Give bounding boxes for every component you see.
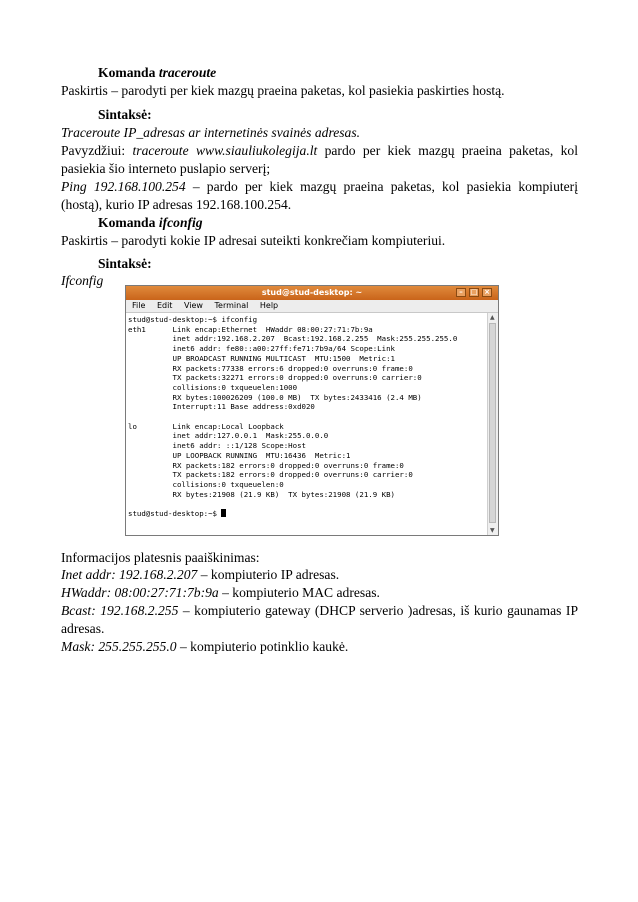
menu-terminal[interactable]: Terminal (214, 301, 249, 310)
terminal-prompt: stud@stud-desktop:~$ (128, 509, 222, 519)
terminal-prompt-line (128, 509, 488, 519)
terminal-line: Interrupt:11 Base address:0xd020 (128, 402, 315, 412)
terminal-line (128, 412, 488, 422)
terminal-scrollbar[interactable] (487, 313, 498, 535)
maximize-icon[interactable]: □ (470, 288, 478, 296)
inet-text: – kompiuterio IP adresas. (197, 567, 340, 582)
terminal-title: stud@stud-desktop: ~ (261, 288, 363, 297)
heading-prefix: Komanda (98, 215, 159, 230)
terminal-line: TX packets:182 errors:0 dropped:0 overruns:0 carrier:0 (128, 470, 413, 480)
terminal-line: RX bytes:100026209 (100.0 MB) TX bytes:2433416 (2.4 MB) (128, 392, 422, 402)
scroll-down-icon[interactable]: ▼ (490, 527, 495, 534)
syntax-heading-2: Sintaksė: (98, 256, 152, 271)
info-inet (61, 566, 578, 584)
hwaddr-label: HWaddr: 08:00:27:71:7b:9a (61, 585, 219, 600)
menu-view[interactable]: View (183, 301, 203, 310)
hwaddr-text: – kompiuterio MAC adresas. (218, 585, 380, 600)
terminal-menubar (126, 300, 498, 313)
terminal-line: lo Link encap:Local Loopback (128, 421, 284, 431)
ping-command: Ping 192.168.100.254 (61, 179, 186, 194)
heading-command: traceroute (158, 65, 217, 80)
menu-help[interactable]: Help (259, 301, 279, 310)
example-command: traceroute www.siauliukolegija.lt (132, 143, 318, 158)
terminal-line: collisions:0 txqueuelen:1000 (128, 382, 298, 392)
cursor-icon (221, 509, 226, 517)
example-label: Pavyzdžiui: (61, 143, 133, 158)
close-icon[interactable]: × (482, 288, 492, 297)
terminal-output[interactable] (126, 313, 488, 535)
bcast-text: – kompiuterio gateway (DHCP serverio )adresas, iš kurio gaunamas IP adresas. (61, 603, 579, 636)
inet-label: Inet addr: 192.168.2.207 (61, 567, 198, 582)
syntax-text: Traceroute IP_adresas ar internetinės svainės adresas. (61, 125, 361, 140)
minimize-icon[interactable]: – (456, 288, 466, 297)
menu-file[interactable]: File (132, 301, 146, 310)
info-mask (61, 638, 578, 656)
terminal-titlebar[interactable] (126, 286, 498, 300)
traceroute-syntax (61, 124, 578, 142)
scrollbar-thumb[interactable] (489, 323, 496, 523)
terminal-line: collisions:0 txqueuelen:0 (128, 479, 284, 489)
terminal-line: RX packets:77338 errors:6 dropped:0 overruns:0 frame:0 (128, 363, 413, 373)
terminal-line: inet addr:127.0.0.1 Mask:255.0.0.0 (128, 431, 329, 441)
menu-edit[interactable]: Edit (156, 301, 173, 310)
scroll-up-icon[interactable]: ▲ (490, 314, 495, 321)
terminal-line: RX bytes:21908 (21.9 KB) TX bytes:21908 (21.9 KB) (128, 489, 395, 499)
terminal-line: inet6 addr: ::1/128 Scope:Host (128, 441, 306, 451)
terminal-line (128, 499, 488, 509)
ping-text: – pardo per kiek mazgų praeina paketas, kol pasiekia kompiuterį (hostą), kurio IP adresas 192.168.100.254. (61, 179, 578, 212)
traceroute-heading (98, 64, 216, 82)
mask-label: Mask: 255.255.255.0 (61, 639, 177, 654)
ifconfig-description: Paskirtis – parodyti kokie IP adresai suteikti konkrečiam kompiuteriui. (61, 233, 446, 248)
heading-command: ifconfig (158, 215, 203, 230)
terminal-line: stud@stud-desktop:~$ ifconfig (128, 315, 258, 324)
syntax-heading-1: Sintaksė: (98, 107, 152, 122)
heading-prefix: Komanda (98, 65, 159, 80)
terminal-line: RX packets:182 errors:0 dropped:0 overruns:0 frame:0 (128, 460, 404, 470)
traceroute-description: Paskirtis – parodyti per kiek mazgų praeina paketas, kol pasiekia paskirties hostą. (61, 83, 505, 98)
ifconfig-command: Ifconfig (61, 273, 104, 288)
mask-text: – kompiuterio potinklio kaukė. (176, 639, 349, 654)
terminal-line: eth1 Link encap:Ethernet HWaddr 08:00:27:71:7b:9a (128, 324, 373, 334)
bcast-label: Bcast: 192.168.2.255 (61, 603, 179, 618)
terminal-line: inet addr:192.168.2.207 Bcast:192.168.2.255 Mask:255.255.255.0 (128, 334, 458, 344)
traceroute-example (61, 142, 578, 178)
info-bcast (61, 602, 578, 638)
terminal-line: UP LOOPBACK RUNNING MTU:16436 Metric:1 (128, 450, 351, 460)
ifconfig-heading (98, 214, 203, 232)
info-hwaddr (61, 584, 578, 602)
example-text: pardo per kiek mazgų praeina paketas, kol pasiekia šio interneto puslapio serverį; (61, 143, 578, 176)
terminal-line: TX packets:32271 errors:0 dropped:0 overruns:0 carrier:0 (128, 373, 422, 383)
terminal-window (125, 285, 499, 536)
info-intro: Informacijos platesnis paaiškinimas: (61, 550, 260, 565)
ping-example (61, 178, 578, 214)
terminal-line: UP BROADCAST RUNNING MULTICAST MTU:1500 Metric:1 (128, 353, 395, 363)
terminal-line: inet6 addr: fe80::a00:27ff:fe71:7b9a/64 Scope:Link (128, 344, 395, 354)
